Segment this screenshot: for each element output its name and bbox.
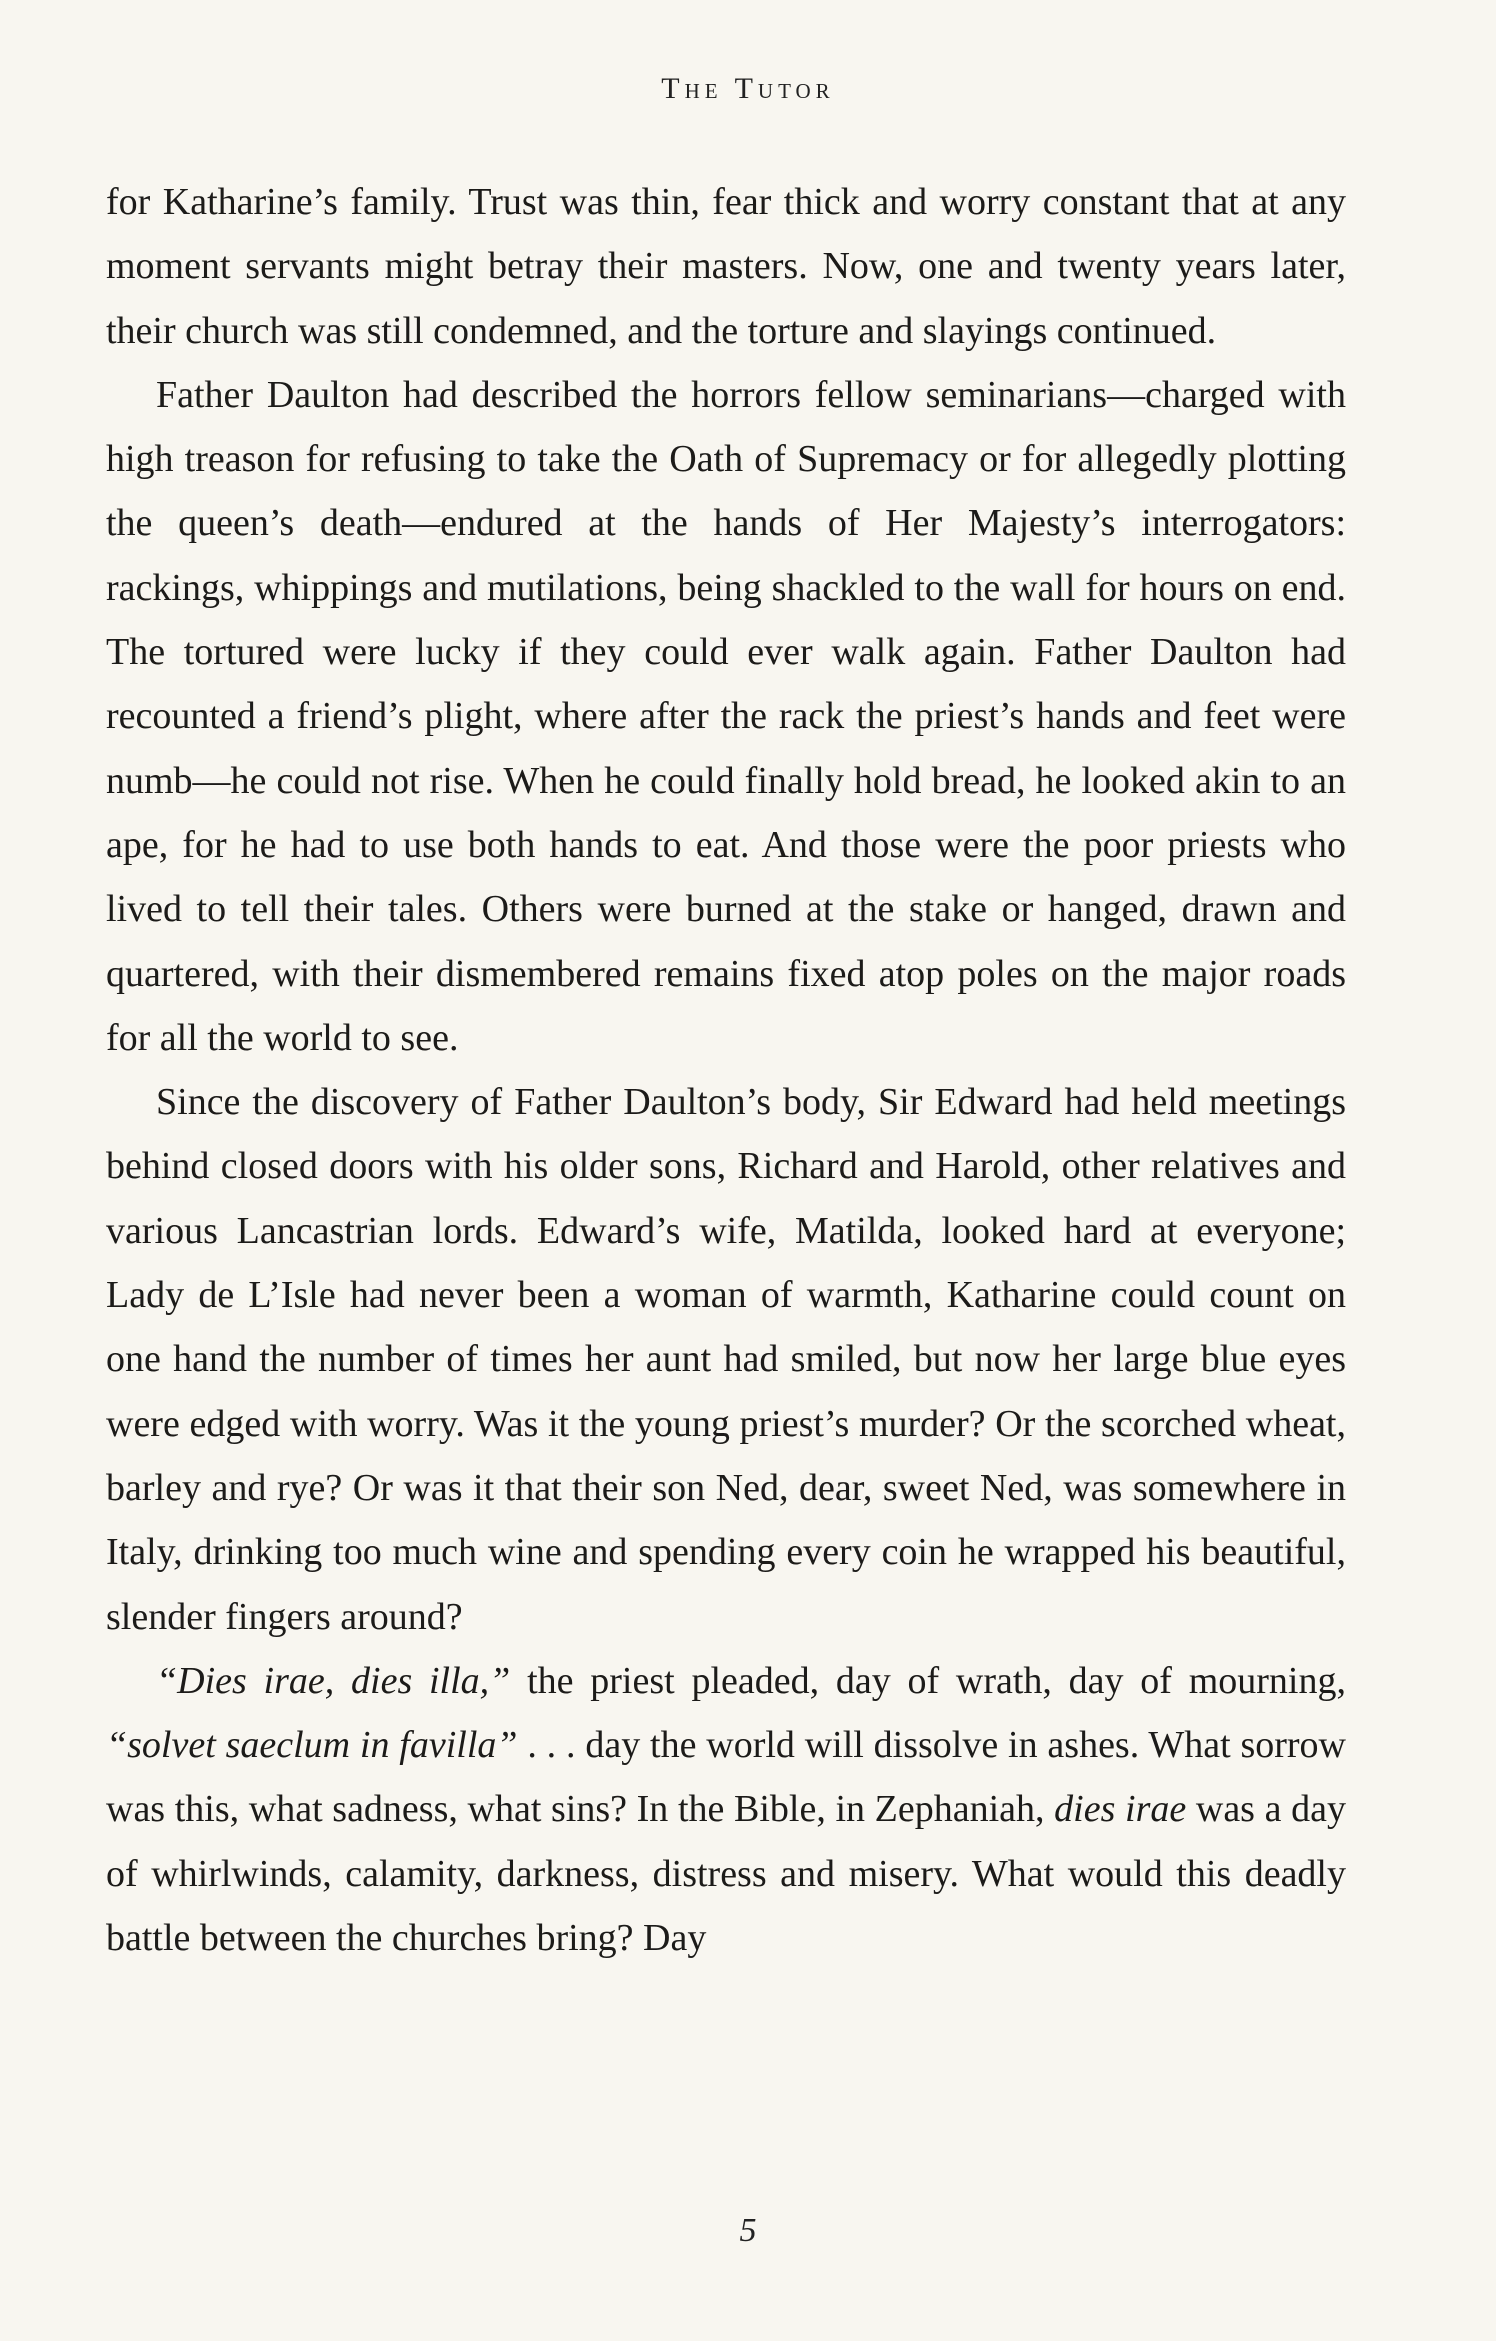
paragraph-2: Father Daulton had described the horrors fellow seminarians—charged with high treason for refusing to take the Oath of Supremacy or for allegedly plotting the queen’s death—endured at the hands of Her Majesty’s interrogators: rackings, whippings and mutilations, being shackled to the wall for hours on end. The tortured were lucky if they could ever walk again. Father Daulton had recounted a friend’s plight, where after the rack the priest’s hands and feet were numb—he could not rise. When he could finally hold bread, he looked akin to an ape, for he had to use both hands to eat. And those were the poor priests who lived to tell their tales. Others were burned at the stake or hanged, drawn and quartered, with their dismembered remains fixed atop poles on the major roads for all the world to see. <box>106 373 1346 1059</box>
running-head: The Tutor <box>661 72 835 105</box>
paragraph-1: for Katharine’s family. Trust was thin, fear thick and worry constant that at any moment servants might betray their masters. Now, one and twenty years later, their church was still condemned, and the torture and slayings continued. <box>106 181 1346 352</box>
latin-term: dies irae <box>1054 1788 1187 1831</box>
body-text <box>106 170 1346 1970</box>
paragraph-3: Since the discovery of Father Daulton’s body, Sir Edward had held meetings behind closed doors with his older sons, Richard and Harold, other relatives and various Lancastrian lords. Edward’s wife, Matilda, looked hard at everyone; Lady de L’Isle had never been a woman of warmth, Katharine could count on one hand the number of times her aunt had smiled, but now her large blue eyes were edged with worry. Was it the young priest’s murder? Or the scorched wheat, barley and rye? Or was it that their son Ned, dear, sweet Ned, was somewhere in Italy, drinking too much wine and spending every coin he wrapped his beautiful, slender fingers around? <box>106 1081 1346 1638</box>
latin-quote-1: “Dies irae, dies illa,” <box>156 1659 511 1702</box>
page-number: 5 <box>739 2212 757 2249</box>
paragraph-4-text-3: was a day of whirlwinds, calamity, darkness, distress and misery. What would this deadly battle between the churches bring? Day <box>106 1788 1346 1960</box>
latin-quote-2: “solvet saeclum in favilla” <box>106 1724 518 1767</box>
paragraph-4 <box>106 1649 1346 1970</box>
paragraph-4-text-1: the priest pleaded, day of wrath, day of mourning, <box>510 1659 1346 1702</box>
paragraph-4-text-2: . . . day the world will dissolve in ashes. What sorrow was this, what sadness, what sins? In the Bible, in Zephaniah, <box>106 1724 1346 1831</box>
